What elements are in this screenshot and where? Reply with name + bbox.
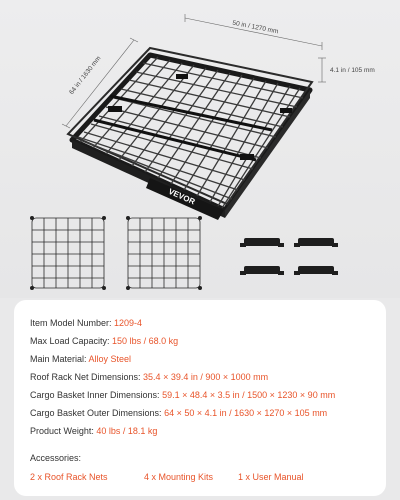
spec-net-dimensions: [30, 372, 268, 383]
mounting-kits: [240, 238, 338, 275]
accessory-item: 2 x Roof Rack Nets: [30, 472, 108, 482]
spec-label: Roof Rack Net Dimensions:: [30, 372, 144, 382]
spec-label: Item Model Number:: [30, 318, 115, 328]
spec-label: Main Material:: [30, 354, 89, 364]
roof-rack-net-left: [32, 218, 104, 288]
spec-value: 150 lbs / 68.0 kg: [112, 336, 179, 346]
spec-value: 40 lbs / 18.1 kg: [96, 426, 158, 436]
spec-outer-dimensions: [30, 408, 327, 419]
accessory-item: 4 x Mounting Kits: [144, 472, 214, 482]
spec-product-weight: [30, 426, 157, 437]
spec-value: 59.1 × 48.4 × 3.5 in / 1500 × 1230 × 90 mm: [162, 390, 336, 400]
height-dimension-label: 4.1 in / 105 mm: [330, 67, 375, 74]
spec-value: Alloy Steel: [88, 354, 132, 364]
cargo-basket: [68, 48, 312, 220]
spec-value: 1209-4: [114, 318, 143, 328]
spec-value: 35.4 × 39.4 in / 900 × 1000 mm: [143, 372, 269, 382]
accessories-title: Accessories:: [30, 453, 82, 463]
brand-logo: VEVOR: [167, 186, 197, 207]
accessory-item: 1 x User Manual: [238, 472, 304, 482]
spec-model-number: [30, 318, 142, 329]
width-dimension-label: 50 in / 1270 mm: [231, 19, 279, 36]
spec-label: Max Load Capacity:: [30, 336, 113, 346]
spec-label: Cargo Basket Inner Dimensions:: [30, 390, 163, 400]
roof-rack-net-right: [128, 218, 200, 288]
spec-value: 64 × 50 × 4.1 in / 1630 × 1270 × 105 mm: [164, 408, 328, 418]
spec-label: Product Weight:: [30, 426, 97, 436]
spec-inner-dimensions: [30, 390, 335, 401]
spec-label: Cargo Basket Outer Dimensions:: [30, 408, 165, 418]
spec-material: [30, 354, 131, 365]
length-dimension-label: 64 in / 1630 mm: [68, 54, 103, 97]
spec-max-load: [30, 336, 178, 347]
